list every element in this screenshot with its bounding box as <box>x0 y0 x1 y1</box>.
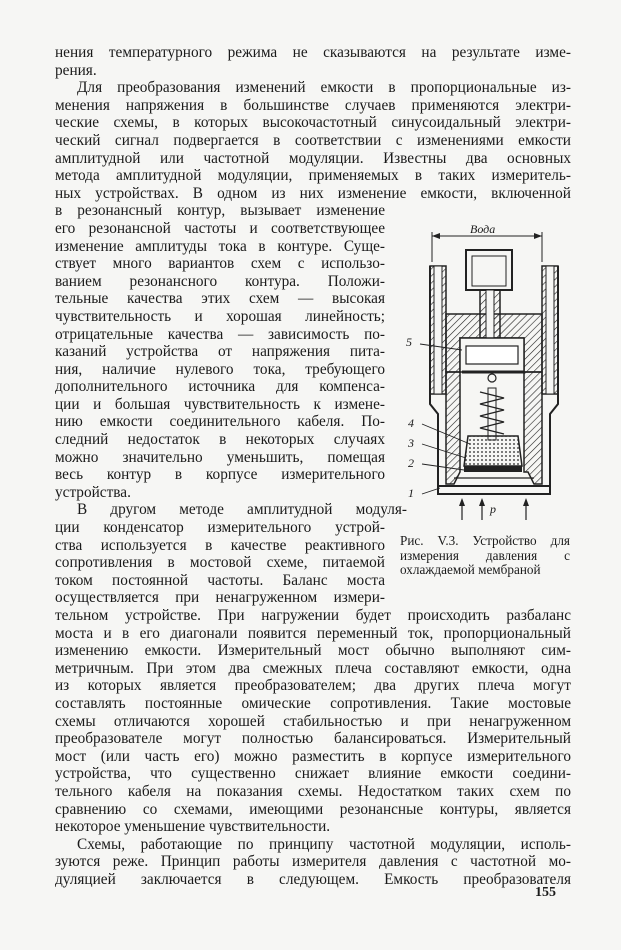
text-line: ции конденсатор измерительного устрой- <box>55 519 385 537</box>
figure-callout-4: 4 <box>408 416 414 430</box>
text-line: ния, наличие нулевого тока, требующего <box>55 360 385 378</box>
text-line: дуляцией заключается в следующем. Емкость преобразователя <box>55 870 571 888</box>
text-line: ных устройствах. В одном из них изменение емкости, включенной <box>55 184 571 202</box>
text-block-top <box>55 44 571 202</box>
text-line: Схемы, работающие по принципу частотной модуляции, исполь- <box>77 835 571 853</box>
text-line: рения. <box>55 61 97 79</box>
caption-line: охлаждаемой мембраной <box>400 562 541 578</box>
text-line: схемы отличаются хорошей стабильностью и при ненагруженном <box>55 712 571 730</box>
text-line: некоторое уменьшение чувствительности. <box>55 818 331 836</box>
text-line: преобразователе могут полностью балансироваться. Измерительный <box>55 730 571 748</box>
figure-callout-1: 1 <box>408 486 414 500</box>
text-line: составлять постоянные омические сопротивления. Такие мостовые <box>55 694 571 712</box>
text-line: метода амплитудной модуляции, применяемых в таких измеритель- <box>55 167 571 185</box>
text-line: тельном устройстве. При нагружении будет происходить разбаланс <box>55 607 571 624</box>
text-line: ции и большая чувствительность к измене- <box>55 395 385 413</box>
page-number: 155 <box>535 885 556 900</box>
text-line: тельные качества этих схем — высокая <box>55 290 385 308</box>
text-line: ческий сигнал подвергается в соответствии с изменениями емкости <box>55 131 571 149</box>
text-line: сопротивления в мостовой схеме, питаемой <box>55 554 385 572</box>
text-line: нения температурного режима не сказываются на результате изме- <box>55 44 571 61</box>
figure-caption <box>400 534 570 578</box>
text-line: можно значительно уменьшить, помещая <box>55 448 385 466</box>
text-line: зуются реже. Принцип работы измерителя давления с частотной мо- <box>55 853 571 871</box>
text-line: весь контур в корпусе измерительного <box>55 466 385 484</box>
text-line: амплитудной или частотной модуляции. Известны два основных <box>55 149 571 167</box>
text-line: нию емкости соединительного кабеля. По- <box>55 413 385 431</box>
text-line: в резонансный контур, вызывает изменение <box>55 202 385 220</box>
text-line: отрицательные качества — зависимость по- <box>55 325 385 343</box>
device-drawing <box>400 222 572 522</box>
text-line: устройства, что существенно снижает влияние емкости соедини- <box>55 765 571 783</box>
figure-pressure-device <box>400 222 572 582</box>
text-line: следний недостаток в некоторых случаях <box>55 431 385 449</box>
text-line: изменение амплитуды тока в контуре. Суще- <box>55 237 385 255</box>
text-line: В другом методе амплитудной модуля- <box>77 501 407 519</box>
text-line: из которых является преобразователем; два других плеча могут <box>55 677 571 695</box>
text-line: менения напряжения в большинстве случаев применяются электри- <box>55 96 571 114</box>
text-line: чувствительность и хорошая линейность; <box>55 307 385 325</box>
caption-line: Рис. V.3. Устройство для <box>400 533 570 548</box>
text-line: ванием резонансного контура. Положи- <box>55 272 385 290</box>
text-line: Для преобразования изменений емкости в пропорциональные из- <box>77 79 571 97</box>
figure-callout-2: 2 <box>408 456 414 470</box>
text-line: тельного кабеля на показания схемы. Недостатком таких схем по <box>55 782 571 800</box>
text-line: казаний устройства от напряжения пита- <box>55 343 385 361</box>
figure-callout-5: 5 <box>406 335 412 349</box>
text-line: моста и в его диагонали появится переменный ток, пропорциональный <box>55 624 571 642</box>
text-line: метричным. При этом два смежных плеча составляют емкости, одна <box>55 659 571 677</box>
text-line: мост (или часть его) можно разместить в корпусе измерительного <box>55 747 571 765</box>
figure-callout-3: 3 <box>408 436 414 450</box>
text-line: ствует много вариантов схем с использо- <box>55 255 385 273</box>
text-line: ства используется в качестве реактивного <box>55 536 385 554</box>
text-line: дополнительного источника для компенса- <box>55 378 385 396</box>
figure-label-pressure: p <box>490 502 496 516</box>
text-line: устройства. <box>55 483 131 501</box>
text-line: током постоянной частоты. Баланс моста <box>55 571 385 589</box>
figure-label-water: Вода <box>470 222 496 236</box>
caption-line: измерения давления с <box>400 547 570 563</box>
text-line: ческие схемы, в которых высокочастотный синусоидальный электри- <box>55 114 571 132</box>
text-line: изменению емкости. Измерительный мост обычно выполняют сим- <box>55 642 571 660</box>
text-line: его резонансной частоты и соответствующее <box>55 219 385 237</box>
text-block-bottom <box>55 607 571 889</box>
text-line: сравнению со схемами, имеющими резонансные контуры, является <box>55 800 571 818</box>
text-line: осуществляется при ненагруженном измери- <box>55 589 385 607</box>
